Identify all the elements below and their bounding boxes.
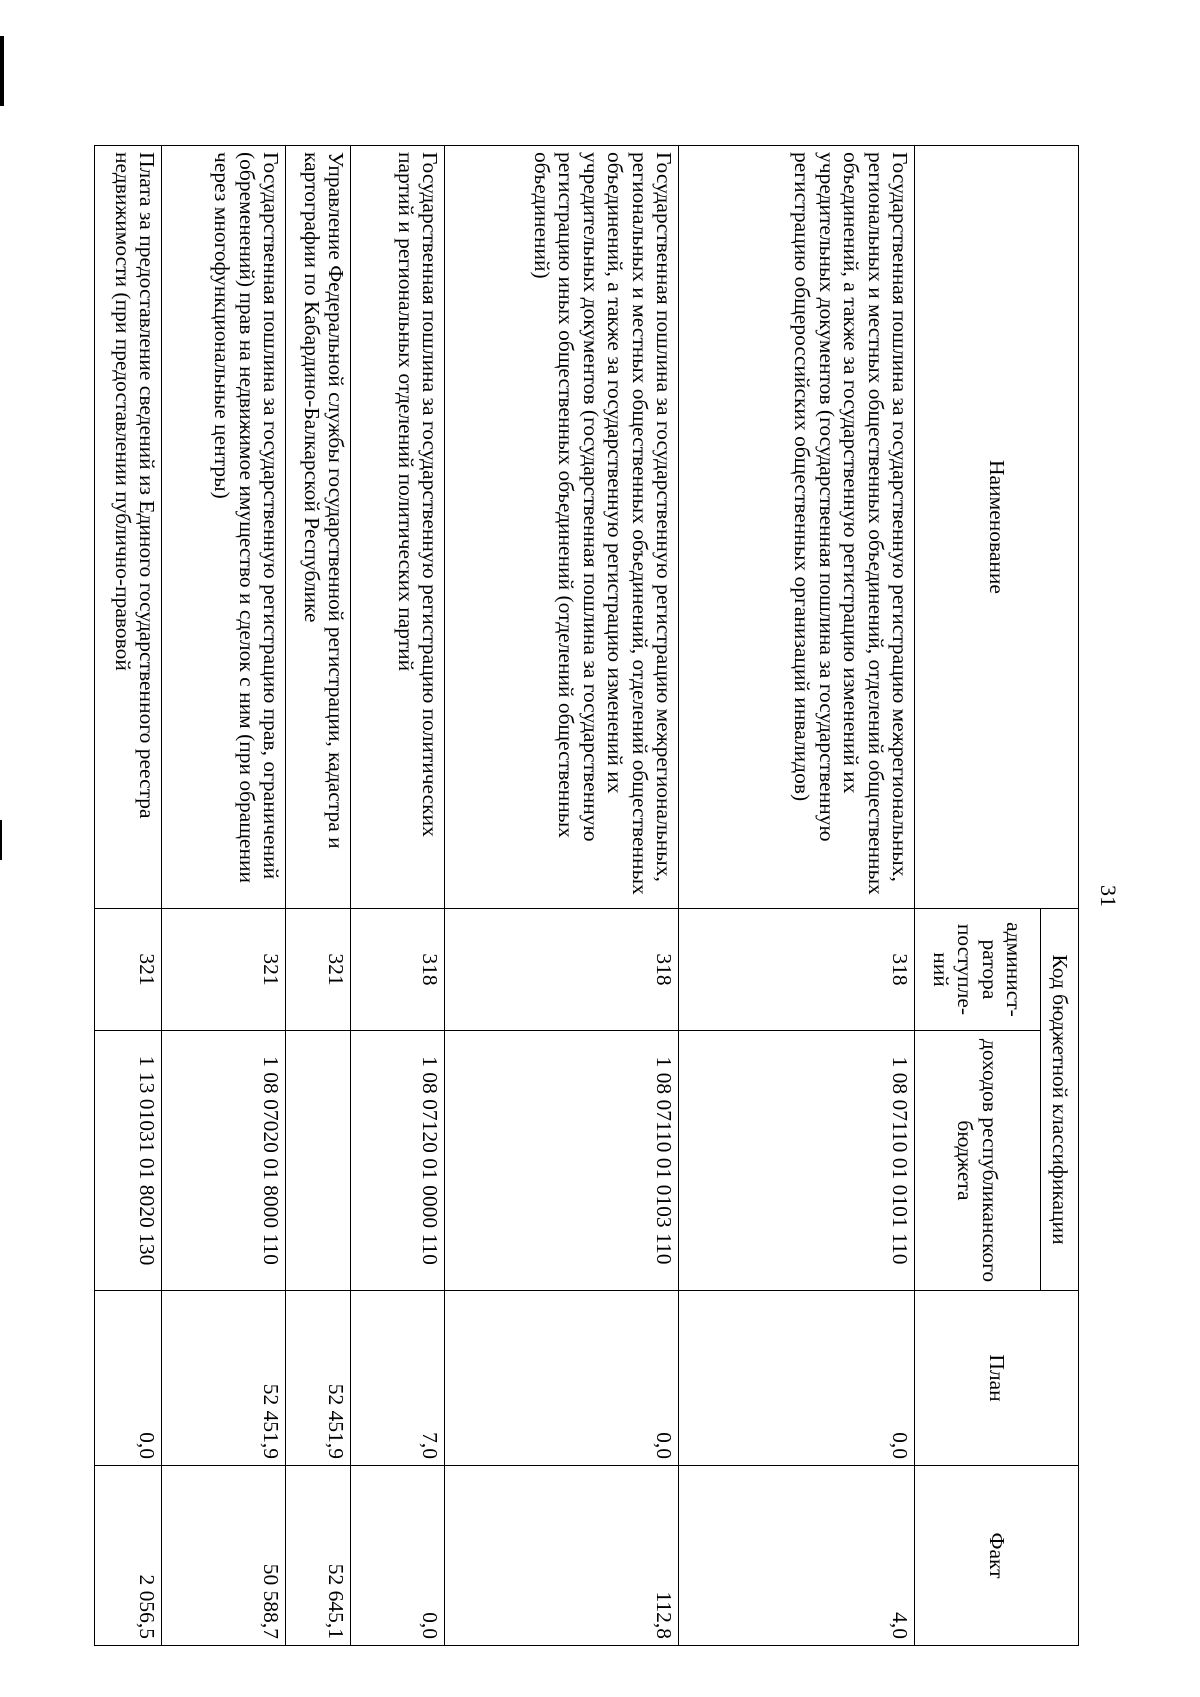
rotated-page [65,115,1125,1675]
header-row [1040,146,1078,1646]
row-revenue-code: 1 13 01031 01 8020 130 [95,1031,162,1291]
scan-edge [0,0,8,1697]
table-row [286,146,351,1646]
table-row [351,146,445,1646]
row-admin-code: 321 [286,909,351,1031]
header-fact: Факт [915,1466,1079,1646]
row-name: Государственная пошлина за государственную регистрацию политических партий и региональных отделений политических партий [351,146,445,909]
header-plan: План [915,1291,1079,1466]
header-classification-group: Код бюджетной классификации [1040,909,1078,1291]
row-revenue-code [286,1031,351,1291]
header-name: Наименование [915,146,1079,909]
page-number: 31 [1096,885,1121,907]
row-name: Плата за предоставление сведений из Единого государственного реестра недвижимости (при предоставлении публично-правовой [95,146,162,909]
row-name: Государственная пошлина за государственную регистрацию межрегиональных, региональных и местных общественных объединений, отделений общественных объединений, а также за государственную регистрацию изменений их учредительных документов (государственная пошлина за государственную регистрацию иных общественных объединений (отделений общественных объединений) [445,146,679,909]
row-plan: 0,0 [95,1291,162,1466]
scan-mark [0,820,2,860]
row-admin-code: 318 [445,909,679,1031]
row-name: Государственная пошлина за государственную регистрацию межрегиональных, региональных и местных общественных объединений, отделений общественных объединений, а также за государственную регистрацию изменений их учредительных документов (государственная пошлина за государственную регистрацию общероссийских общественных организаций инвалидов) [679,146,915,909]
header-revenue-code: доходов республиканского бюджета [915,1031,1041,1291]
table-row [679,146,915,1646]
row-admin-code: 318 [351,909,445,1031]
row-fact: 0,0 [351,1466,445,1646]
row-plan: 0,0 [445,1291,679,1466]
row-admin-code: 318 [679,909,915,1031]
row-plan: 52 451,9 [286,1291,351,1466]
table-row [95,146,162,1646]
row-plan: 0,0 [679,1291,915,1466]
row-admin-code: 321 [95,909,162,1031]
row-fact: 4,0 [679,1466,915,1646]
row-fact: 52 645,1 [286,1466,351,1646]
scan-mark [0,36,4,106]
row-fact: 112,8 [445,1466,679,1646]
row-revenue-code: 1 08 07020 01 8000 110 [162,1031,286,1291]
row-name: Управление Федеральной службы государственной регистрации, кадастра и картографии по Кабардино-Балкарской Республике [286,146,351,909]
row-revenue-code: 1 08 07110 01 0103 110 [445,1031,679,1291]
table-row [445,146,679,1646]
row-fact: 50 588,7 [162,1466,286,1646]
budget-classification-table [94,145,1079,1646]
header-admin: админист-ратора поступле-ний [915,909,1041,1031]
table-row [162,146,286,1646]
row-name: Государственная пошлина за государственную регистрацию прав, ограничений (обременений) прав на недвижимое имущество и сделок с ним (при обращении через многофункциональные центры) [162,146,286,909]
row-fact: 2 056,5 [95,1466,162,1646]
row-revenue-code: 1 08 07110 01 0101 110 [679,1031,915,1291]
row-plan: 52 451,9 [162,1291,286,1466]
row-admin-code: 321 [162,909,286,1031]
row-revenue-code: 1 08 07120 01 0000 110 [351,1031,445,1291]
row-plan: 7,0 [351,1291,445,1466]
